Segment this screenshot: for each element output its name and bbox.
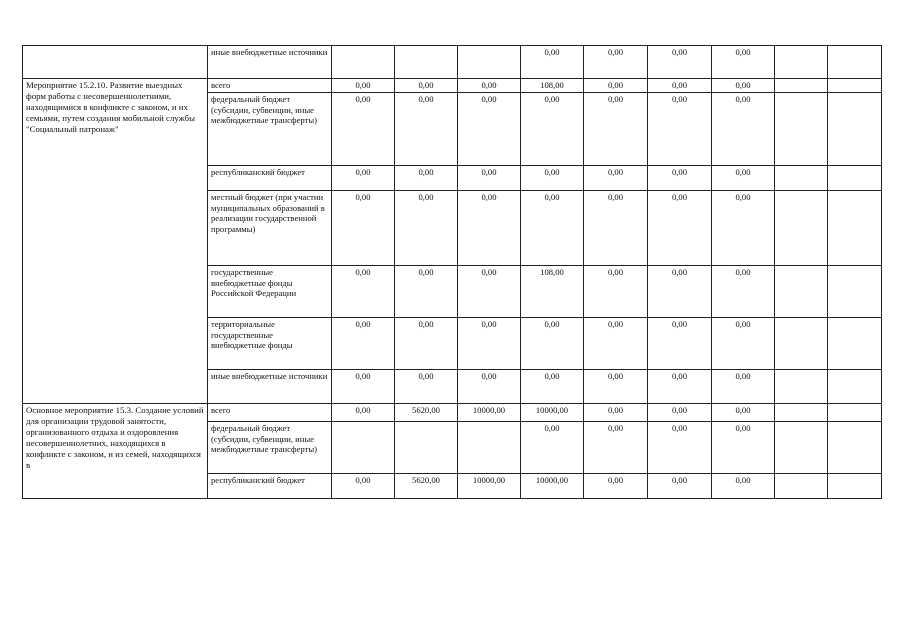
value-cell: 0,00 <box>458 191 521 266</box>
value-cell: 0,00 <box>521 93 584 166</box>
value-cell: 0,00 <box>712 191 775 266</box>
value-cell <box>828 318 882 370</box>
budget-table <box>22 45 882 499</box>
value-cell: 0,00 <box>458 318 521 370</box>
value-cell: 0,00 <box>648 93 712 166</box>
value-cell <box>775 404 828 422</box>
value-cell: 0,00 <box>395 93 458 166</box>
value-cell: 0,00 <box>584 318 648 370</box>
value-cell: 0,00 <box>521 191 584 266</box>
value-cell <box>775 191 828 266</box>
source-cell: иные внебюджетные источники <box>208 46 332 79</box>
value-cell: 0,00 <box>332 474 395 499</box>
value-cell <box>828 79 882 93</box>
value-cell: 0,00 <box>521 318 584 370</box>
source-cell: федеральный бюджет (субсидии, субвенции, иные межбюджетные трансферты) <box>208 93 332 166</box>
value-cell: 0,00 <box>648 166 712 191</box>
value-cell <box>828 46 882 79</box>
value-cell: 0,00 <box>712 46 775 79</box>
value-cell <box>775 370 828 404</box>
value-cell: 0,00 <box>712 370 775 404</box>
value-cell: 0,00 <box>521 46 584 79</box>
value-cell <box>775 93 828 166</box>
value-cell: 0,00 <box>648 318 712 370</box>
source-cell: федеральный бюджет (субсидии, субвенции, иные межбюджетные трансферты) <box>208 422 332 474</box>
value-cell <box>828 191 882 266</box>
value-cell: 0,00 <box>332 166 395 191</box>
value-cell: 0,00 <box>332 191 395 266</box>
value-cell: 0,00 <box>458 370 521 404</box>
value-cell: 10000,00 <box>521 474 584 499</box>
value-cell: 0,00 <box>648 79 712 93</box>
value-cell: 0,00 <box>584 422 648 474</box>
value-cell <box>775 266 828 318</box>
value-cell: 0,00 <box>395 191 458 266</box>
value-cell <box>828 93 882 166</box>
value-cell <box>458 46 521 79</box>
source-cell: республиканский бюджет <box>208 474 332 499</box>
value-cell: 0,00 <box>712 93 775 166</box>
value-cell: 0,00 <box>712 422 775 474</box>
value-cell: 0,00 <box>521 370 584 404</box>
value-cell: 0,00 <box>584 166 648 191</box>
source-cell: республиканский бюджет <box>208 166 332 191</box>
value-cell: 0,00 <box>584 46 648 79</box>
value-cell <box>828 404 882 422</box>
value-cell: 0,00 <box>395 79 458 93</box>
value-cell <box>775 79 828 93</box>
value-cell: 108,00 <box>521 266 584 318</box>
value-cell: 0,00 <box>712 318 775 370</box>
table-body <box>23 46 882 499</box>
value-cell: 0,00 <box>458 79 521 93</box>
value-cell <box>775 318 828 370</box>
value-cell: 108,00 <box>521 79 584 93</box>
value-cell <box>332 422 395 474</box>
value-cell: 0,00 <box>584 370 648 404</box>
value-cell: 0,00 <box>332 79 395 93</box>
value-cell: 10000,00 <box>458 404 521 422</box>
value-cell <box>828 474 882 499</box>
value-cell: 5620,00 <box>395 404 458 422</box>
event-cell: Основное мероприятие 15.3. Создание условий для организации трудовой занятости, организованного отдыха и оздоровления несовершеннолетних, находящихся в конфликте с законом, и из семей, находящихся в <box>23 404 208 499</box>
value-cell: 0,00 <box>648 370 712 404</box>
source-cell: территориальные государственные внебюджетные фонды <box>208 318 332 370</box>
value-cell: 5620,00 <box>395 474 458 499</box>
event-cell <box>23 46 208 79</box>
value-cell: 0,00 <box>395 266 458 318</box>
value-cell: 0,00 <box>521 166 584 191</box>
value-cell <box>775 422 828 474</box>
source-cell: всего <box>208 404 332 422</box>
table-row <box>23 404 882 422</box>
value-cell: 0,00 <box>395 166 458 191</box>
value-cell: 0,00 <box>648 266 712 318</box>
value-cell: 0,00 <box>712 266 775 318</box>
value-cell <box>395 422 458 474</box>
value-cell <box>828 422 882 474</box>
value-cell: 0,00 <box>712 166 775 191</box>
value-cell <box>775 166 828 191</box>
value-cell: 0,00 <box>584 404 648 422</box>
value-cell: 0,00 <box>712 79 775 93</box>
value-cell: 0,00 <box>584 79 648 93</box>
value-cell: 0,00 <box>584 266 648 318</box>
value-cell: 0,00 <box>712 404 775 422</box>
value-cell: 0,00 <box>584 474 648 499</box>
value-cell: 0,00 <box>584 191 648 266</box>
value-cell <box>828 266 882 318</box>
value-cell <box>395 46 458 79</box>
value-cell: 0,00 <box>648 46 712 79</box>
value-cell: 0,00 <box>458 93 521 166</box>
value-cell: 10000,00 <box>521 404 584 422</box>
value-cell: 0,00 <box>584 93 648 166</box>
value-cell: 0,00 <box>521 422 584 474</box>
value-cell: 0,00 <box>648 422 712 474</box>
value-cell: 0,00 <box>395 318 458 370</box>
source-cell: местный бюджет (при участии муниципальных образований в реализации государственной программы) <box>208 191 332 266</box>
value-cell <box>775 46 828 79</box>
table-row <box>23 46 882 79</box>
value-cell: 0,00 <box>332 318 395 370</box>
value-cell: 0,00 <box>332 266 395 318</box>
value-cell: 0,00 <box>648 404 712 422</box>
value-cell <box>828 166 882 191</box>
value-cell <box>775 474 828 499</box>
value-cell: 0,00 <box>458 266 521 318</box>
value-cell: 0,00 <box>712 474 775 499</box>
value-cell <box>458 422 521 474</box>
source-cell: государственные внебюджетные фонды Российской Федерации <box>208 266 332 318</box>
source-cell: иные внебюджетные источники <box>208 370 332 404</box>
event-cell: Мероприятие 15.2.10. Развитие выездных форм работы с несовершеннолетними, находящимися в конфликте с законом, и их семьями, путем создания мобильной службы "Социальный патронаж" <box>23 79 208 404</box>
value-cell <box>332 46 395 79</box>
value-cell: 0,00 <box>395 370 458 404</box>
value-cell: 0,00 <box>458 166 521 191</box>
value-cell: 0,00 <box>332 370 395 404</box>
source-cell: всего <box>208 79 332 93</box>
value-cell: 0,00 <box>332 404 395 422</box>
value-cell: 0,00 <box>332 93 395 166</box>
value-cell: 0,00 <box>648 191 712 266</box>
value-cell: 0,00 <box>648 474 712 499</box>
value-cell: 10000,00 <box>458 474 521 499</box>
table-row <box>23 79 882 93</box>
value-cell <box>828 370 882 404</box>
